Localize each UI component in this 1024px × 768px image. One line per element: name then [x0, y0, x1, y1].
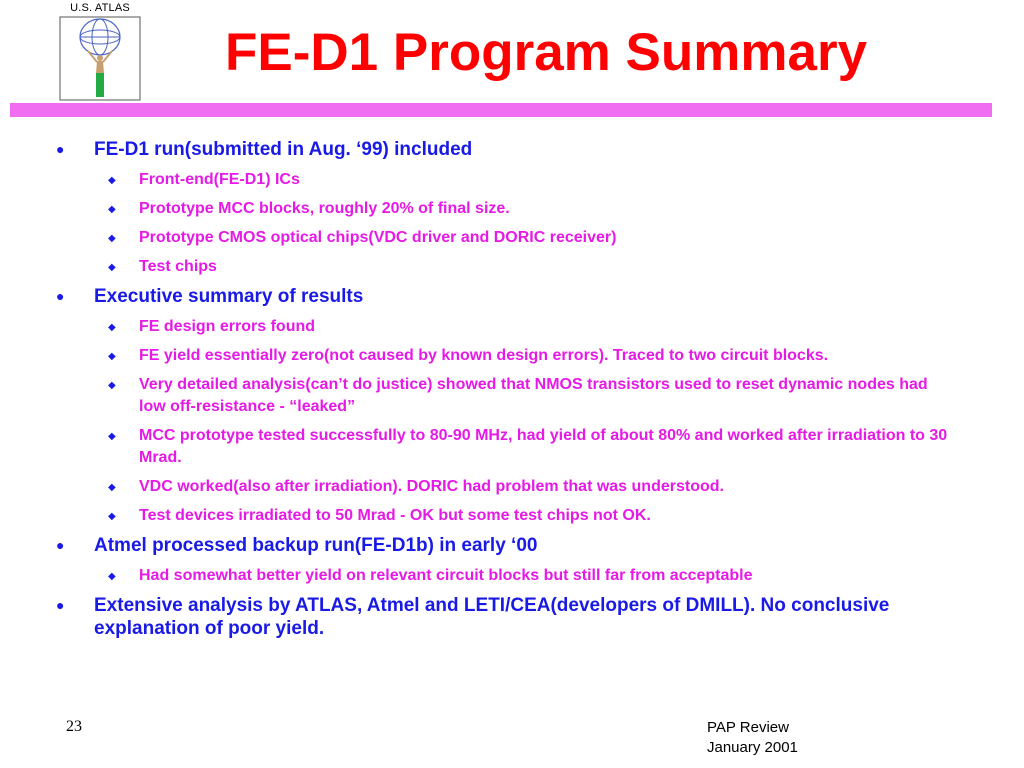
dot-bullet-icon: ● — [56, 537, 65, 553]
bullet-list — [56, 138, 956, 648]
sub-bullet — [56, 425, 956, 469]
sub-bullet — [56, 316, 956, 338]
dot-bullet-icon: ● — [56, 288, 65, 304]
sub-bullet — [56, 256, 956, 278]
sub-bullet-text: FE design errors found — [139, 318, 316, 335]
page-number: 23 — [66, 718, 82, 735]
sub-bullet — [56, 374, 956, 418]
sub-bullet-text: Front-end(FE-D1) ICs — [139, 171, 300, 188]
diamond-bullet-icon: ◆ — [108, 482, 116, 493]
sub-bullet — [56, 565, 956, 587]
diamond-bullet-icon: ◆ — [108, 204, 116, 215]
sub-bullet-text: Prototype MCC blocks, roughly 20% of final size. — [139, 200, 510, 217]
diamond-bullet-icon: ◆ — [108, 233, 116, 244]
bullet-text: Atmel processed backup run(FE-D1b) in early ‘00 — [94, 535, 538, 556]
sub-bullet-text: VDC worked(also after irradiation). DORIC had problem that was understood. — [139, 478, 724, 495]
title-underline-bar — [10, 103, 992, 117]
sub-bullet-text: MCC prototype tested successfully to 80-90 MHz, had yield of about 80% and worked after irradiation to 30 Mrad. — [139, 427, 948, 466]
bullet-atmel-backup-run — [56, 534, 956, 557]
diamond-bullet-icon: ◆ — [108, 175, 116, 186]
diamond-bullet-icon: ◆ — [108, 431, 116, 442]
sub-bullet — [56, 345, 956, 367]
diamond-bullet-icon: ◆ — [108, 380, 116, 391]
sub-bullet-text: Prototype CMOS optical chips(VDC driver and DORIC receiver) — [139, 229, 617, 246]
sub-bullet-text: FE yield essentially zero(not caused by known design errors). Traced to two circuit blocks. — [139, 347, 829, 364]
bullet-executive-summary — [56, 285, 956, 308]
footer-info — [707, 718, 798, 758]
atlas-figure-icon — [58, 15, 142, 102]
slide-title: FE-D1 Program Summary — [225, 23, 868, 82]
sub-bullet — [56, 227, 956, 249]
dot-bullet-icon: ● — [56, 141, 65, 157]
us-atlas-logo — [58, 2, 142, 102]
bullet-fe-d1-run — [56, 138, 956, 161]
diamond-bullet-icon: ◆ — [108, 511, 116, 522]
bullet-text: FE-D1 run(submitted in Aug. ‘99) included — [94, 139, 473, 160]
sub-bullet — [56, 169, 956, 191]
bullet-extensive-analysis — [56, 594, 956, 640]
bullet-text: Executive summary of results — [94, 286, 364, 307]
footer-date: January 2001 — [707, 739, 798, 756]
bullet-text: Extensive analysis by ATLAS, Atmel and LETI/CEA(developers of DMILL). No conclusive explanation of poor yield. — [94, 595, 890, 639]
diamond-bullet-icon: ◆ — [108, 351, 116, 362]
sub-bullet-text: Test chips — [139, 258, 217, 275]
sub-bullet — [56, 505, 956, 527]
diamond-bullet-icon: ◆ — [108, 322, 116, 333]
sub-bullet — [56, 198, 956, 220]
sub-bullet — [56, 476, 956, 498]
footer-event: PAP Review — [707, 719, 789, 736]
sub-bullet-text: Had somewhat better yield on relevant circuit blocks but still far from acceptable — [139, 567, 753, 584]
logo-label: U.S. ATLAS — [70, 2, 130, 14]
sub-bullet-text: Test devices irradiated to 50 Mrad - OK but some test chips not OK. — [139, 507, 651, 524]
dot-bullet-icon: ● — [56, 597, 65, 613]
diamond-bullet-icon: ◆ — [108, 262, 116, 273]
sub-bullet-text: Very detailed analysis(can’t do justice) showed that NMOS transistors used to reset dynamic nodes had low off-resistance - “leaked” — [139, 376, 928, 415]
diamond-bullet-icon: ◆ — [108, 571, 116, 582]
